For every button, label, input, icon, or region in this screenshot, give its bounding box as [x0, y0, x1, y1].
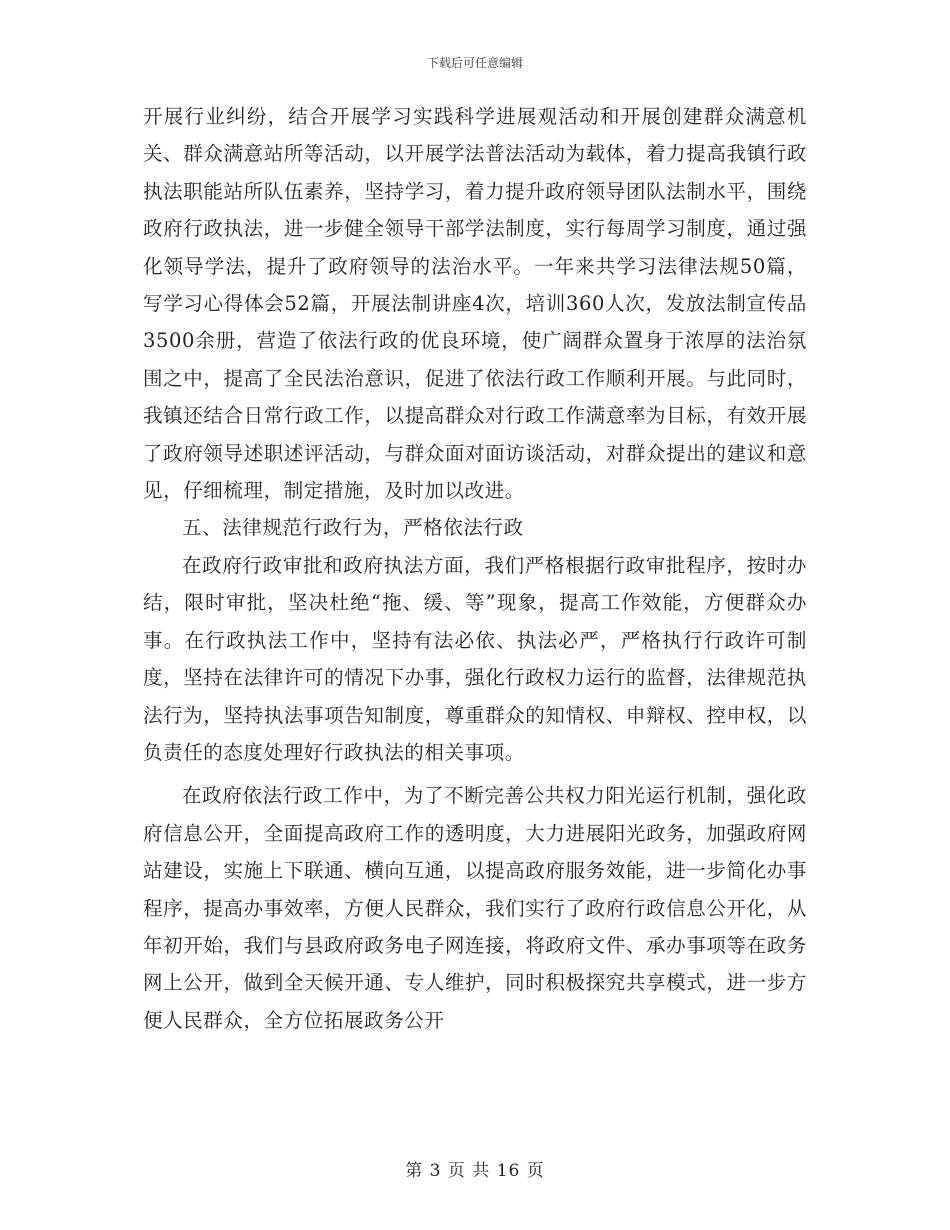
- page-header: 下载后可任意编辑: [426, 56, 523, 70]
- document-body: [143, 98, 807, 1039]
- paragraph-approval-enforcement: 在政府行政审批和政府执法方面，我们严格根据行政审批程序，按时办结，限时审批，坚决杜绝“拖、缓、等”现象，提高工作效能，方便群众办事。在行政执法工作中，坚持有法必依、执法必严，严格执行行政许可制度，坚持在法律许可的情况下办事，强化行政权力运行的监督，法律规范执法行为，坚持执法事项告知制度，尊重群众的知情权、申辩权、控申权，以负责任的态度处理好行政执法的相关事项。: [143, 553, 807, 764]
- page-footer: 第 3 页 共 16 页: [405, 1161, 545, 1181]
- paragraph-information-disclosure: 在政府依法行政工作中，为了不断完善公共权力阳光运行机制，强化政府信息公开，全面提高政府工作的透明度，大力进展阳光政务，加强政府网站建设，实施上下联通、横向互通，以提高政府服务效能，进一步简化办事程序，提高办事效率，方便人民群众，我们实行了政府行政信息公开化，从年初开始，我们与县政府政务电子网连接，将政府文件、承办事项等在政务网上公开，做到全天候开通、专人维护，同时积极探究共享模式，进一步方便人民群众，全方位拓展政务公开: [143, 784, 807, 1032]
- section-heading: 五、法律规范行政行为，严格依法行政: [182, 516, 524, 540]
- paragraph-continued: 开展行业纠纷，结合开展学习实践科学进展观活动和开展创建群众满意机关、群众满意站所等活动，以开展学法普法活动为载体，着力提高我镇行政执法职能站所队伍素养，坚持学习，着力提升政府领导团队法制水平，围绕政府行政执法，进一步健全领导干部学法制度，实行每周学习制度，通过强化领导学法，提升了政府领导的法治水平。一年来共学习法律法规50篇，写学习心得体会52篇，开展法制讲座4次，培训360人次，发放法制宣传品3500余册，营造了依法行政的优良环境，使广阔群众置身于浓厚的法治氛围之中，提高了全民法治意识，促进了依法行政工作顺利开展。与此同时，我镇还结合日常行政工作，以提高群众对行政工作满意率为目标，有效开展了政府领导述职述评活动，与群众面对面访谈活动，对群众提出的建议和意见，仔细梳理，制定措施，及时加以改进。: [143, 105, 807, 503]
